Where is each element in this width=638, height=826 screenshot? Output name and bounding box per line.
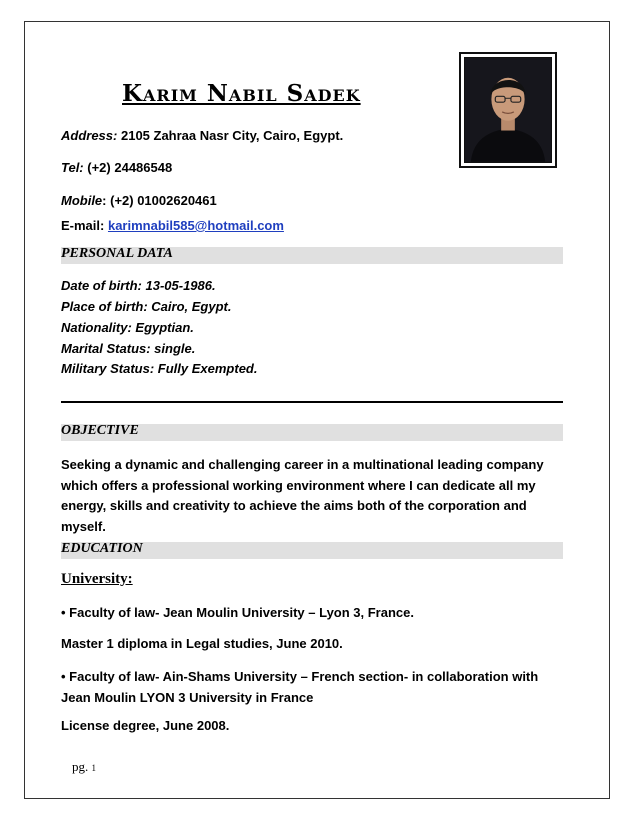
mobile-line — [61, 193, 217, 208]
personal-line-nationality: Nationality: Egyptian. — [61, 320, 194, 335]
objective-heading — [61, 424, 563, 441]
divider — [61, 401, 563, 403]
education-item-1: • Faculty of law- Jean Moulin University – Lyon 3, France. — [61, 605, 414, 620]
objective-heading-text: OBJECTIVE — [61, 423, 139, 438]
candidate-name: Karim Nabil Sadek — [122, 80, 361, 107]
address-line — [61, 128, 343, 143]
personal-data-heading — [61, 247, 563, 264]
personal-line-dob: Date of birth: 13-05-1986. — [61, 278, 216, 293]
education-item-2-detail: License degree, June 2008. — [61, 718, 230, 733]
objective-text: Seeking a dynamic and challenging career in a multinational leading company which offers a professional working environment where I can dedicate all my energy, skills and creativity to achieve the aims both of the corporation and myself. — [61, 457, 544, 534]
education-item-2: • Faculty of law- Ain-Shams University – French section- in collaboration with Jean Moulin LYON 3 University in France — [61, 669, 539, 705]
address-label: Address: — [61, 128, 118, 143]
email-label: E-mail: — [61, 218, 108, 233]
profile-photo-image — [465, 58, 551, 162]
email-line — [61, 218, 284, 233]
education-heading-text: EDUCATION — [61, 541, 143, 556]
tel-line — [61, 160, 172, 175]
education-heading — [61, 542, 563, 559]
profile-photo — [459, 52, 557, 168]
mobile-label: Mobile — [61, 193, 103, 208]
personal-line-pob: Place of birth: Cairo, Egypt. — [61, 299, 232, 314]
email-link[interactable]: karimnabil585@hotmail.com — [107, 218, 284, 233]
university-heading: University: — [61, 571, 133, 587]
education-item-1-detail: Master 1 diploma in Legal studies, June 2010. — [61, 636, 343, 651]
tel-label: Tel: — [61, 160, 84, 175]
page-number-prefix: pg. — [72, 759, 92, 774]
personal-line-military: Military Status: Fully Exempted. — [61, 361, 258, 376]
page-number-value: 1 — [91, 763, 96, 773]
personal-line-marital: Marital Status: single. — [61, 341, 196, 356]
tel-value: (+2) 24486548 — [87, 160, 173, 175]
page-number — [72, 759, 96, 775]
personal-data-heading-text: PERSONAL DATA — [61, 246, 173, 261]
mobile-value: : (+2) 01002620461 — [102, 193, 217, 208]
address-value: 2105 Zahraa Nasr City, Cairo, Egypt. — [120, 128, 344, 143]
